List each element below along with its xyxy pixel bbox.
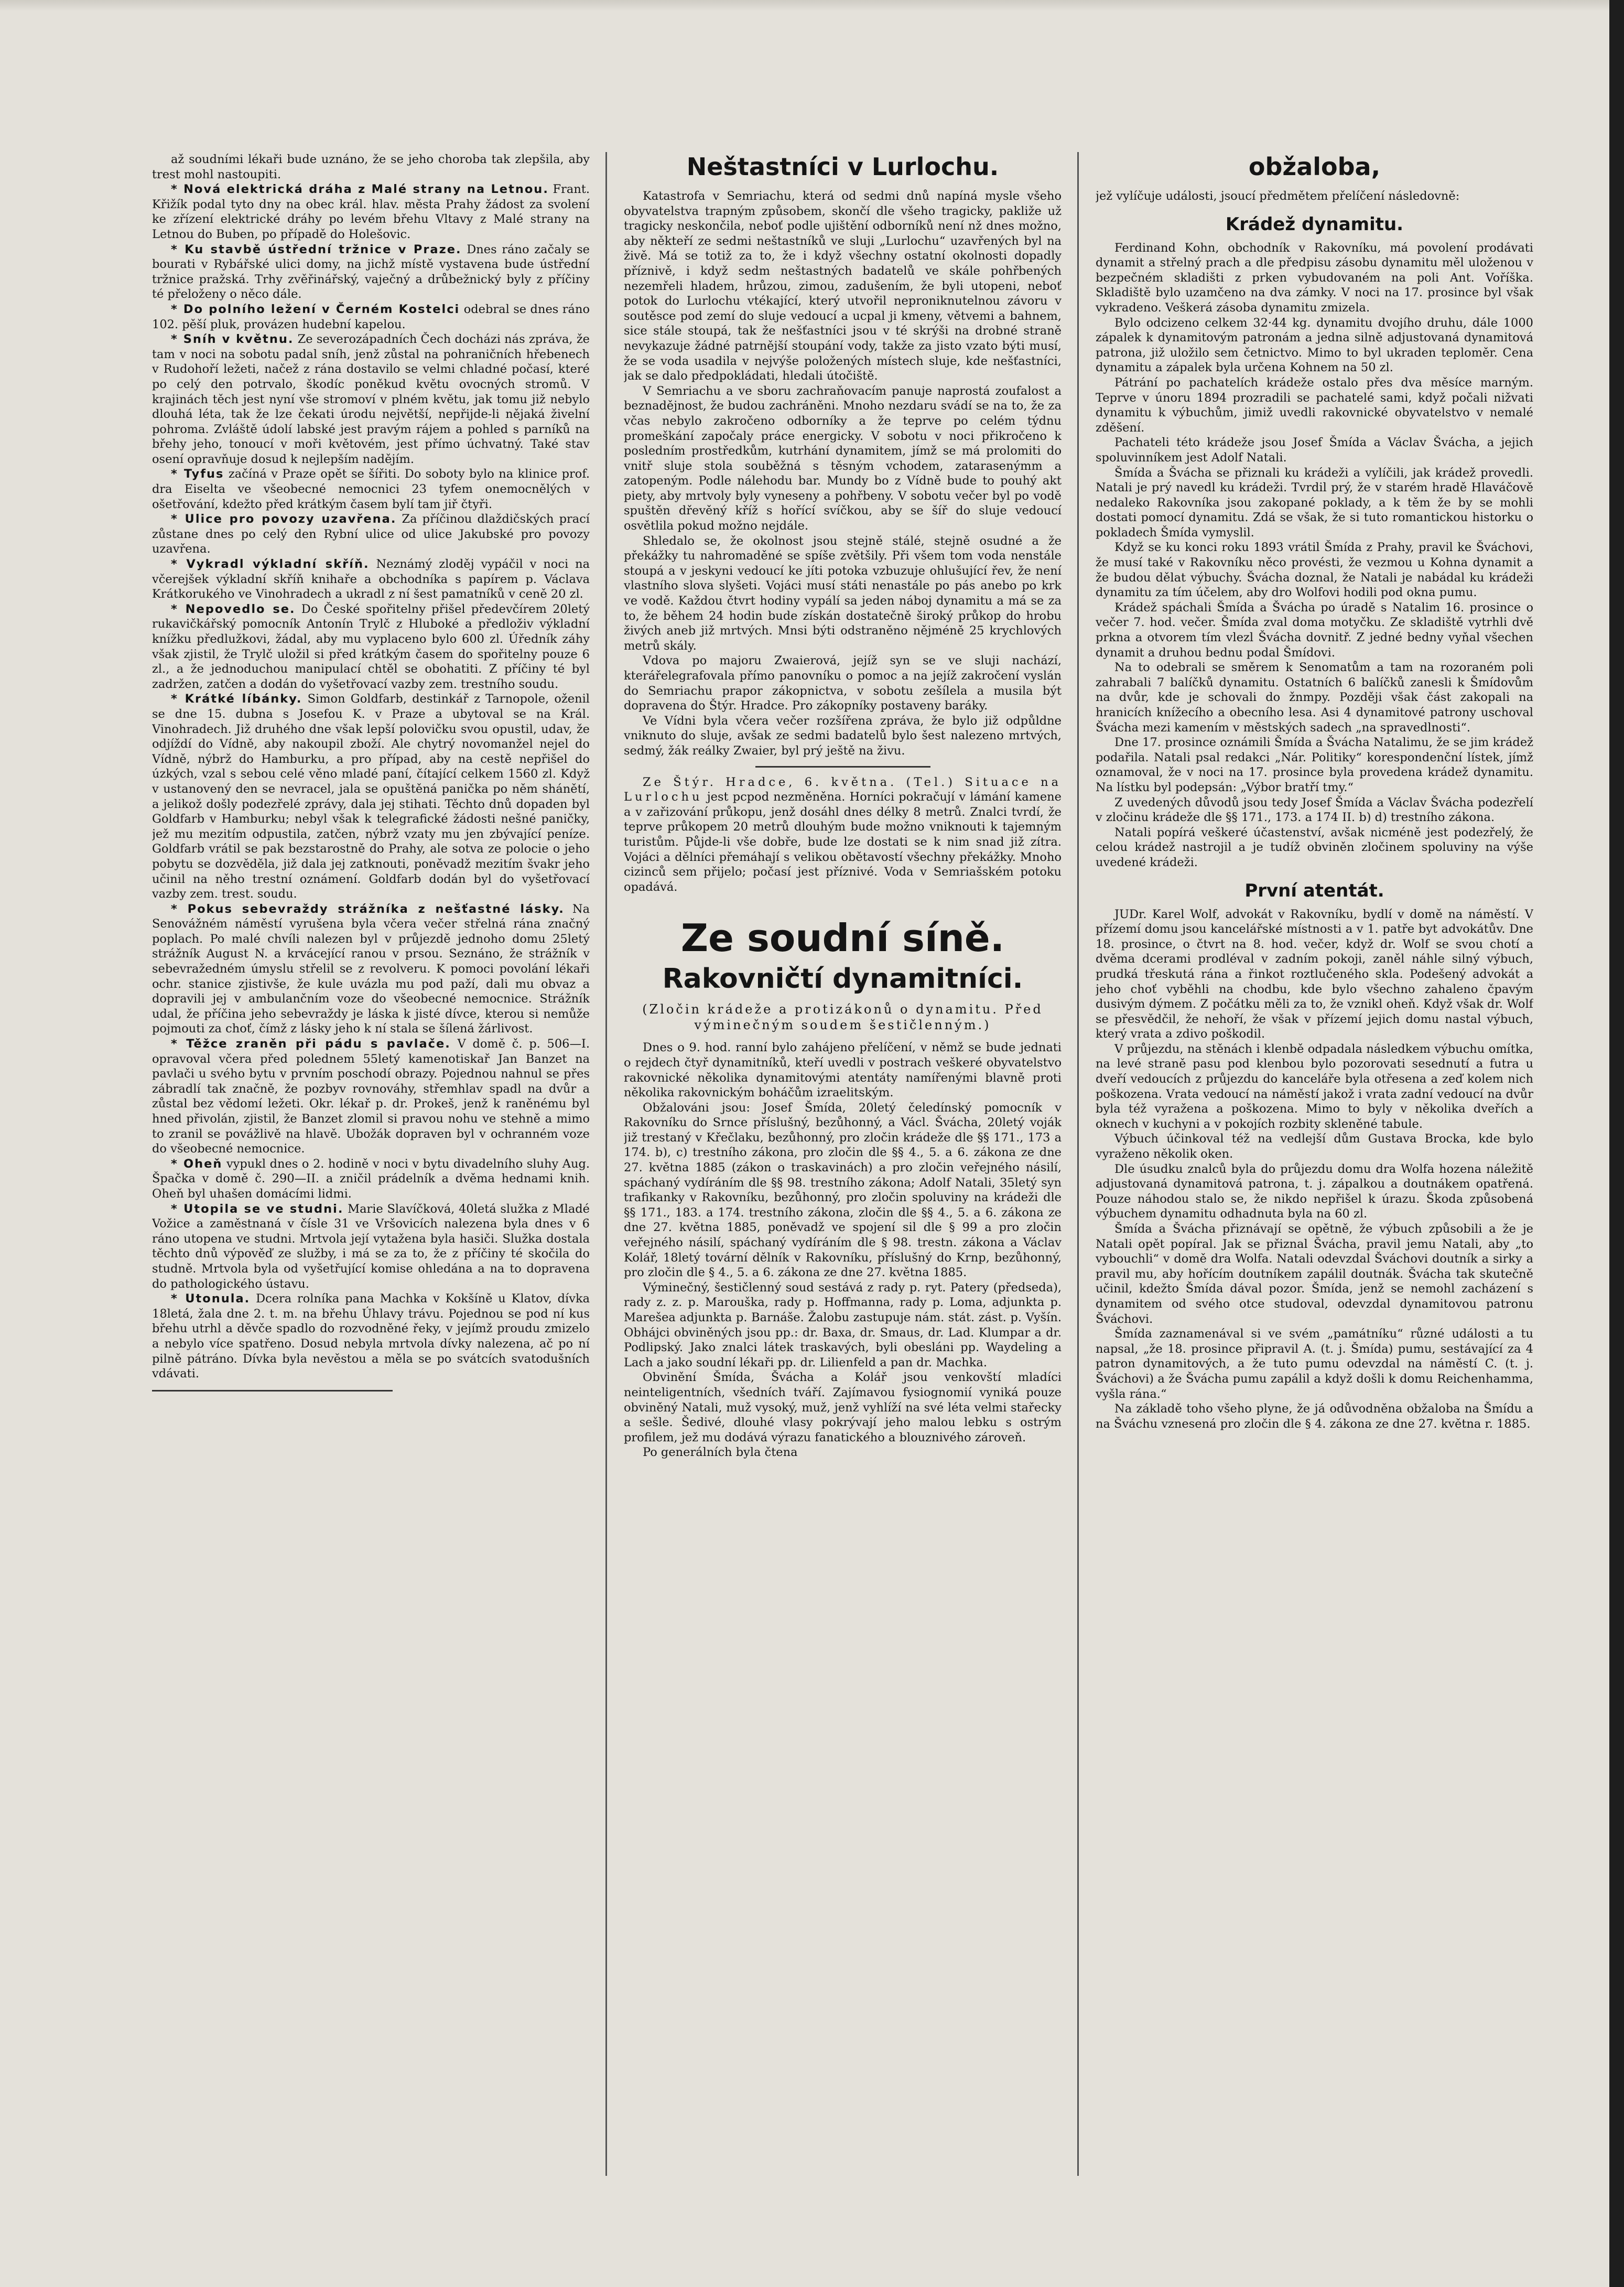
news-item (152, 602, 590, 692)
item-text: Marie Slavíčková, 40letá služka z Mladé Vožice a zaměstnaná v čísle 31 ve Vršovicích nalezena byla dnes v 6 ráno utopena ve studni. Mrtvola její vytažena byla hasiči. Služka dostala těchto dnů výpověď ze služby, i má se za to, že z příčiny té skočila do studně. Mrtvola byla od vyšetřující komise ohledána a na to dopravena do pathologického ústavu. (152, 1202, 590, 1291)
item-text: Ze severozápadních Čech docházi nás zpráva, že tam v noci na sobotu padal sníh, jenž zůstal na pohraničních hřebenech v Rudohoří ležeti, načež z rána dostavilo se velmi chladné počasí, které po celý den potrvalo, škodíc poněkud květu ovocných stromů. V krajinách těch jest nyní vše stromoví v plném květu, jak tomu již nebylo dlouhá léta, tak že lze čekati úrodu největší, nepřijde-li nějaká živelní pohroma. Zvláště údolí labské jest pravým rájem a pohled s parníků na břehy jeho, tonoucí v moři květovém, jest přímo úchvatný. Také stav osení opravňuje dosud k nejlepším nadějím. (152, 332, 590, 466)
news-item (152, 467, 590, 512)
court-section-title: Ze soudní síně. (680, 916, 1005, 961)
news-item (152, 557, 590, 602)
item-headline: * Nová elektrická dráha z Malé strany na Letnou. (171, 182, 549, 197)
news-item (152, 152, 590, 182)
lurloch-paragraph: Shledalo se, že okolnost jsou stejně stálé, stejně osudné a že překážky tu nahromaděné se spíše zvětšily. Při všem tom voda nenstále stoupá a v jeskyni vedoucí ke jíti potoka vzbuzuje ohlušující řev, že není vlastního slova slyšeti. Vojáci musí státi nenastále po pás anebo po krk ve vodě. Každou čtvrt hodiny vypálí sa jeden náboj dynamitu a má se za to, že během 24 hodin bude získán dostatečně široký průkop do hrobu živých aneb již mrtvých. Mnsi býti odstraněno nějméně 25 krychlových metrů skály. (624, 534, 1062, 653)
court-paragraph: Obvinění Šmída, Švácha a Kolář jsou venkovští mladíci neinteligentních, všedních tváří. Zajímavou fysiognomií vyniká pouze obviněný Natali, muž vysoký, muž, jenž vyhlíží na své léta velmi stařecky a sešle. Šedivé, dlouhé vlasy pokrývají jeho malou lebku s ostrým profilem, jež mu dodává výrazu fanatického a blouznivého zároveň. (624, 1371, 1062, 1444)
attack-paragraph: Šmída zaznamenával si ve svém „památníku“ různé události a tu napsal, „že 18. prosince připravil A. (t. j. Šmída) pumu, sestávající za 4 patron dynamitových, a že tuto pumu odevzdal na náměstí C. (t. j. Šváchovi) a že Švácha pumu zapálil a když došli k domu Reichenhamma, vyšla rána.“ (1096, 1327, 1533, 1401)
theft-paragraph: Krádež spáchali Šmída a Švácha po úradě s Natalim 16. prosince o večer 7. hod. večer. Šmída zval doma motyčku. Ze skladiště vytrhli dvě prkna a otvorem tím vlezl Švácha dovnitř. Z jedné bedny vyňal všechen dynamit a druhou bednu podal Šmídovi. (1096, 600, 1533, 660)
court-paragraph: Výminečný, šestičlenný soud sestává z rady p. ryt. Patery (předseda), rady z. z. p. Marouška, rady p. Hoffmanna, rady p. Loma, adjunkta p. Marešea adjunkta p. Barnáše. Žalobu zastupuje nám. stát. zást. p. Vyšín. Obhájci obviněných jsou pp.: dr. Baxa, dr. Smaus, dr. Lad. Klumpar a dr. Podlipský. Jako znalci látek traskavých, byli obesláni pp. Waydeling a Lach a jako soudní lékaři pp. dr. Lilienfeld a pan dr. Machka. (624, 1280, 1062, 1369)
item-headline: * Sníh v květnu. (171, 332, 294, 347)
court-paragraph: Obžalováni jsou: Josef Šmída, 20letý čeledínský pomocník v Rakovníku do Srnce příslušný, bezůhonný, a Václ. Švácha, 20letý voják již trestaný v Křečlaku, bezůhonný, pro zločin krádeže dle §§ 171., 173 a 174. b), c) trestního zákona, pro zločin dle §§ 4., 5. a 6. zákona ze dne 27. května 1885 (zákon o traskavinách) a pro zločin veřejného násilí, spáchaný vydíráním dle §§ 98. trestního zákona; Adolf Natali, 35letý syn trafikanky v Rakovníku, bezůhonný, pro zločin spoluviny na krádeži dle §§ 171., 183. a 174. trestního zákona, zločin dle §§ 4., 5. a 6. zákona ze dne 27. května 1885, poněvadž ve spojení sil dle § 99 a pro zločin veřejného násilí, spáchaný vydíráním dle § 98. trestn. zákona a Václav Kolář, 18letý tovární dělník v Rakovníku, příslušný do Krnp, bezůhonný, pro zločin dle § 4., 5. a 6. zákona ze dne 27. května 1885. (624, 1101, 1062, 1280)
theft-paragraph: Pachateli této krádeže jsou Josef Šmída a Václav Švácha, a jejich spoluvinníkem jest Adolf Natali. (1096, 436, 1533, 465)
item-headline: * Do polního ležení v Černém Kostelci (171, 302, 460, 316)
news-item (152, 692, 590, 901)
lurloch-paragraph: V Semriachu a ve sboru zachraňovacím panuje naprostá zoufalost a beznadějnost, že budou zachráněni. Mnoho nezdaru svádí se na to, že za včas nebylo zakročeno odborníky a že teprve po celém týdnu promeškání započaly práce energicky. V sobotu v noci přikročeno k posledním prostředkům, kutrhání dynamitem, jímž se má prolomiti do vnitř sluje stola souběžná s těsným vchodem, zatarasenýmm a zatopeným. Podle nálehodu bar. Mundy bo z Vídně bude to pouhý akt piety, aby mrtvoly byly vyneseny a pohřbeny. V sobotu večer byl po vodě spuštěn dřevěný kříž s hořící svíčkou, aby se šíř do sluje vedoucí osvětlila pokud možno nejdále. (624, 384, 1062, 533)
attack-paragraph: V průjezdu, na stěnách i klenbě odpadala následkem výbuchu omítka, na levé straně pasu pod klenbou bylo pozorovati sesednutí a futra u dveří vedoucích z průjezdu do kanceláře byla otřesena a zeď kolem nich poškozena. Vrata vedoucí na náměstí jakož i vrata zadní vedoucí na dvůr byla též vyražena a poškozena. Mimo to byly v několika dveřích a oknech v kuchyni a v pokojích rozbity skleněné tabule. (1096, 1042, 1533, 1131)
column-indictment (1096, 152, 1533, 2197)
column-rule-right (1077, 152, 1079, 2176)
item-headline: * Tyfus (171, 467, 224, 481)
item-headline: * Ku stavbě ústřední tržnice v Praze. (171, 242, 462, 256)
item-headline: * Ulice pro povozy uzavřena. (171, 512, 397, 526)
attack-paragraph: Na základě toho všeho plyne, že já odůvodněna obžaloba na Šmídu a na Šváchu vznesená pro zločin dle § 4. zákona ze dne 27. května r. 1885. (1096, 1402, 1533, 1431)
attack-paragraph: Šmída a Švácha přiznávají se opětně, že výbuch způsobili a že je Natali opět popíral. Jak se přiznal Švácha, pravil jemu Natali, aby „to vybouchli“ v domě dra Wolfa. Natali odevzdal Šváchovi doutník a sirky a pravil mu, aby hořícím doutníkem zapálil doutnák. Švácha tak skutečně učinil, kdežto Šmída dával pozor. Šmída, jenž se nemohl zacházení s dynamitem od svého otce studoval, odevzdal dynamitovou patronu Šváchovi. (1096, 1222, 1533, 1326)
theft-paragraph: Šmída a Švácha se přiznali ku krádeži a vylíčili, jak krádež provedli. Natali je prý navedl ku krádeži. Tvrdil prý, že v starém hradě Hlaváčově nedaleko Rakovníka jsou zakopané poklady, a k těm že by se mohli dostati pomocí dynamitu. Zdá se však, že si tuto romantickou historku o pokladech Šmída vymyslil. (1096, 466, 1533, 540)
news-item (152, 1291, 590, 1382)
telegram-dateline: Ze Štýr. Hradce, 6. května. (Tel.) Situace na Lurlochu (624, 775, 1062, 804)
item-text: Simon Goldfarb, destinkář z Tarnopole, oženil se dne 15. dubna s Josefou K. v Praze a ubytoval se na Král. Vinohradech. Již druhého dne však lepší polovičku svou opustil, udav, že odjíždí do Vídně, aby nakoupil zboží. Ale chytrý novomanžel nejel do Vídně, nýbrž do Hamburku, a pro případ, aby na cestě nepřišel do úzkých, vzal s sebou celé věno mladé paní, čítající celkem 1560 zl. Když v ustanovený den se nevracel, jala se opuštěná panička po něm shánětí, a jelikož došly podezřelé zprávy, dala jej stihati. Těchto dnů dopaden byl Goldfarb v Hamburku; nebyl však k telegrafické žádosti nešné paničky, jež mu mezitím odpustila, zatčen, nýbrž vzaty mu jen zbývající peníze. Goldfarb vrátil se pak bezstarostně do Prahy, ale sotva ze polocie o jeho pobytu se dozvěděla, již dala jej zatknouti, poněvadž mezitím švakr jeho učinil na něho trestní oznámení. Goldfarb dodán byl do vyšetřovací vazby zem. trest. soudu. (152, 692, 590, 901)
item-headline: * Pokus sebevraždy strážníka z nešťastné lásky. (171, 902, 565, 916)
item-headline: * Oheň (171, 1157, 223, 1171)
item-headline: * Krátké líbánky. (171, 692, 302, 706)
lurloch-headline: Neštastníci v Lurlochu. (686, 153, 999, 181)
theft-paragraph: Z uvedených důvodů jsou tedy Josef Šmída a Václav Švácha podezřelí v zločinu krádeže dle §§ 171., 173. a 174 II. b) d) trestního zákona. (1096, 795, 1533, 825)
item-headline: * Nepovedlo se. (171, 602, 296, 616)
lurloch-telegram (624, 775, 1062, 895)
news-item (152, 182, 590, 242)
item-text: V domě č. p. 506—I. opravoval včera před polednem 55letý kamenotiskař Jan Banzet na pavlači u svého bytu v prvním poschodí obrazy. Pojednou nahnul se přes zábradlí tak značně, že pozbyv rovnováhy, střemhlav spadl na dvůr a zůstal bez vědomí ležeti. Okr. lékař p. dr. Prokeš, jenž k raněnému byl hned přivolán, zjistil, že Banzet zlomil si pravou nohu ve stehně a mimo to zranil se povážlivě na hlavě. Ubožák dopraven byl v ochranném voze do všeobecné nemocnice. (152, 1037, 590, 1156)
court-charge: (Zločin krádeže a protizákonů o dynamitu. Před výminečným soudem šestičlenným.) (642, 1002, 1043, 1033)
theft-section (1096, 241, 1533, 870)
court-paragraph: Po generálních byla čtena (643, 1445, 798, 1460)
news-item (152, 302, 590, 332)
attack-paragraph: JUDr. Karel Wolf, advokát v Rakovníku, bydlí v domě na náměstí. V přízemí domu jsou kancelářské místnosti a v 1. patře byt advokátův. Dne 18. prosince, o čtvrt na 8. hod. večer, když dr. Wolf se svou chotí a dvěma dcerami prodléval v zadním pokoji, zaněl náhle silný výbuch, prudká třeskutá rána a řinkot roztlučeného skla. Podešený advokát a jeho choť vyběhli na chodbu, kde bylo všechno zahaleno čpavým dusivým dýmem. Z počátku měli za to, že vznikl oheň. Když však dr. Wolf se přesvědčil, že nehoří, že však v přízemí jejich domu nastal výbuch, který vrata a zdivo poškodil. (1096, 907, 1533, 1041)
item-headline: * Utopila se ve studni. (171, 1202, 344, 1216)
section-divider (755, 766, 930, 768)
theft-paragraph: Pátrání po pachatelích krádeže ostalo přes dva měsíce marným. Teprve v únoru 1894 prozradili se pachatelé sami, když počali nižvati dynamitu k výbuchům, jimiž uvedli rakovnické obyvatelstvo v nemalé zděšení. (1096, 375, 1533, 435)
court-article-title: Rakovničtí dynamitníci. (662, 963, 1023, 995)
first-attack-section (1096, 907, 1533, 1432)
item-text: Na Senovážném náměstí vyrušena byla včera večer střelná rána značný poplach. Po malé chvíli nalezen byl v průjezdě jednoho domu 25letý strážník August N. a krvácející ranou v prsou. Seznáno, že strážník v sebevražedném úmyslu střelil se z revolveru. K pomoci povolání lékaři ochr. stanice zjistivše, že kule uvázla mu pod paží, dali mu obvaz a dopravili jej v ambulančním voze do všeobecné nemocnice. Strážník udal, že příčina jeho sebevraždy je láska k jisté dívce, kterou si nemůže pojmouti za choť, čímž z lásky jeho k ní stala se šílená žárlivost. (152, 902, 590, 1036)
theft-paragraph: Ferdinand Kohn, obchodník v Rakovníku, má povolení prodávati dynamit a střelný prach a dle předpisu zásobu dynamitu měl uloženou v bezpečném skladišti z prken vybudovaném na poli Ant. Voříška. Skladiště bylo uzamčeno na dva zámky. V noci na 17. prosince byl však vykradeno. Veškerá zásoba dynamitu zmizela. (1096, 241, 1533, 315)
court-article (624, 1040, 1062, 1460)
court-paragraph: Dnes o 9. hod. ranní bylo zahájeno přelíčení, v němž se bude jednati o rejdech čtyř dynamitníků, kteří uvedli v postrach veškeré obyvatelstvo rakovnické několika dynamitovými atentáty namířenými blavně proti několika rakovnickým boháčům izraelitským. (624, 1041, 1062, 1100)
item-headline: * Utonula. (171, 1292, 251, 1306)
item-text: Neznámý zloděj vypáčil v noci na včerejšek výkladní skříň knihaře a obchodníka s papírem p. Václava Krátkorukého ve Vinohradech a ukradl z ní šest pamatníků v ceně 20 zl. (152, 557, 590, 601)
theft-subheading: Krádež dynamitu. (1225, 213, 1404, 235)
indictment-intro: jež vylíčuje události, jsoucí předmětem přelíčení následovně: (1096, 189, 1460, 203)
attack-paragraph: Výbuch účinkoval též na vedlejší dům Gustava Brocka, kde bylo vyraženo několik oken. (1096, 1132, 1533, 1161)
column-rule-left (605, 152, 607, 2176)
column-local-news (152, 152, 590, 2197)
item-text: začíná v Praze opět se šířiti. Do soboty bylo na klinice prof. dra Eiselta ve všeobecné nemocnici 23 tyfem onemocnělých v ošetřování, kdežto před krátkým časem bylí tam jiř čtyři. (152, 467, 590, 511)
theft-paragraph: Když se ku konci roku 1893 vrátil Šmída z Prahy, pravil ke Šváchovi, že musí také v Rakovníku něco provésti, že vezmou u Kohna dynamit a že budou dělat výbuchy. Švácha doznal, že Natali je nabádal ku krádeži dynamitu za tím účelem, aby dro Wolfovi hodili pod okna pumu. (1096, 541, 1533, 600)
news-item (152, 1157, 590, 1202)
news-item (152, 1037, 590, 1157)
item-text: Do České spořitelny přišel předevčírem 20letý rukavičkářský pomocník Antonín Trylč z Hluboké a předloživ výkladní knížku předlužkovi, žádal, aby mu vyplaceno bylo 600 zl. Úředník záhy však zjistil, že Trylč uložil si před krátkým časem do spořitelny pouze 6 zl., a že jednoduchou manipulací chtěl se obohatiti. Z příčiny té byl zadržen, zatčen a dodán do vyšetřovací vazby zem. trestního soudu. (152, 602, 590, 691)
news-item (152, 242, 590, 302)
item-text: odebral se dnes ráno 102. pěší pluk, provázen hudební kapelou. (152, 302, 590, 331)
first-attack-subheading: První atentát. (1244, 880, 1384, 901)
lurloch-paragraph: Katastrofa v Semriachu, která od sedmi dnů napíná mysle všeho obyvatelstva trapným způsobem, skončí dle všeho tragicky, pakliže už tragicky neskončila, neboť podle ujištění odborníků není nž dnes možno, aby někteří ze sedmi neštastníků ve sluji „Lurlochu“ uzavřených byl na živě. Má se totiž za to, že i když všechny ostatní okolnosti dopadly příznivě, i když sedm neštastných badatelů ve skále pohřbených nezemřeli hladem, hrůzou, zimou, zadušením, že byli utopeni, neboť potok do Lurlochu vtékající, který utvořil neproniknutelnou závoru v soutěsce pod zemí do sluje vedoucí a ucpal ji kmeny, větvemi a bahnem, sice stále stoupá, tak že nešťastníci jsou v té skrýši na drobné straně nevykazuje žádné patrnější stoupání vody, takže za jisto vzato býti musí, že se voda usadila v nejvýše položených místech sluje, kde nešťastníci, jak se dalo předpokládati, hledali útočiště. (624, 189, 1062, 383)
theft-paragraph: Dne 17. prosince oznámili Šmída a Švácha Natalimu, že se jim krádež podařila. Natali psal redakci „Nár. Politiky“ korespondenční lístek, jímž oznamoval, že v noci na 17. prosince byla provedena krádež dynamitu. Na lístku byl podepsán: „Výbor bratří tmy.“ (1096, 736, 1533, 794)
newspaper-page (152, 152, 1567, 2197)
item-headline: * Těžce zraněn při pádu s pavlače. (171, 1037, 451, 1051)
news-item (152, 1202, 590, 1292)
lurloch-article (624, 189, 1062, 759)
attack-paragraph: Dle úsudku znalců byla do průjezdu domu dra Wolfa hozena náležitě adjustovaná dynamitová patrona, t. j. zápalkou a doutnákem opatřená. Pouze náhodou stalo se, že nikdo nepřišel k úrazu. Škoda způsobená výbuchem dynamitu odhadnuta byla na 60 zl. (1096, 1162, 1533, 1221)
news-item (152, 332, 590, 467)
telegram-text: jest pcpod nezměněna. Horníci pokračují v lámání kamene a v zařizování průkopu, jenž dosáhl dnes délky 8 metrů. Znalci tvrdí, že teprve průkopem 20 metrů dlouhým bude možno vniknouti k tajemným turistům. Půjde-li vše dobře, bude lze dostati se k nim snad již zítra. Vojáci a dělníci přemáhají s velikou obětavostí všechny překážky. Mnoho cizinců sem přijelo; počasí jest příznivé. Voda v Semriašském potoku opadává. (624, 790, 1062, 894)
item-text: až soudními lékaři bude uznáno, že se jeho choroba tak zlepšila, aby trest mohl nastoupiti. (152, 153, 590, 181)
item-text: Dcera rolníka pana Machka v Kokšíně u Klatov, dívka 18letá, žala dne 2. t. m. na břehu Úhlavy trávu. Pojednou se pod ní kus břehu utrhl a děvče spadlo do rozvodněné řeky, v jejímž proudu zmizelo a nebylo více spatřeno. Dosud nebyla mrtvola dívky nalezena, ač po ní pilně pátráno. Dívka byla nevěstou a měla se po svátcích svatodušních vdávati. (152, 1292, 590, 1381)
indictment-headline: obžaloba, (1248, 153, 1381, 181)
scan-right-edge (1609, 0, 1624, 2287)
item-headline: * Vykradl výkladní skříň. (171, 557, 370, 571)
theft-paragraph: Natali popírá veškeré účastenství, avšak nicméně jest podezřelý, že celou krádež nastrojil a je tudíž obviněn zločinem spoluviny na výše uvedené krádeži. (1096, 825, 1533, 869)
scan-top-edge (0, 0, 1624, 12)
lurloch-paragraph: Ve Vídni byla včera večer rozšířena zpráva, že bylo již odpůldne vniknuto do sluje, avšak ze sedmi badatelů bylo šest nalezeno mrtvých, sedmý, žák reálky Zwaier, byl prý ještě na živu. (624, 714, 1062, 758)
item-text: Frant. Křižík podal tyto dny na obec král. hlav. města Prahy žádost za svolení ke zřízení elektrické dráhy po levém břehu Vltavy z Malé strany na Letnou do Buben, po případě do Holešovic. (152, 182, 590, 241)
column-end-rule (152, 1390, 393, 1391)
theft-paragraph: Bylo odcizeno celkem 32·44 kg. dynamitu dvojího druhu, dále 1000 zápalek k dynamitovým patronám a jedna silně adjustovaná dynamitová patrona, již uložilo sem četnictvo. Mimo to byl ukraden teploměr. Cena dynamitu a zápalek byla určena Kohnem na 50 zl. (1096, 316, 1533, 375)
lurloch-paragraph: Vdova po majoru Zwaierová, jejíž syn se ve sluji nachází, kterářelegrafovala přímo panovníku o pomoc a na jejíž zakročení vyslán do Semriachu prapor zákopnictva, v sobotu zešílela a musila být dopravena do Štýr. Hradce. Pro zákopníky postaveny baráky. (624, 654, 1062, 713)
item-text: vypukl dnes o 2. hodině v noci v bytu divadelního sluhy Aug. Špačka v domě č. 290—II. a zničil prádelník a dvěma hednami knih. Oheň byl uhašen domácími lidmi. (152, 1157, 590, 1201)
item-text: Za příčinou dlaždičských prací zůstane dnes po celý den Rybní ulice od ulice Jakubské pro povozy uzavřena. (152, 512, 590, 556)
news-item (152, 512, 590, 557)
column-lurloch-and-court (624, 152, 1062, 2197)
item-text: Dnes ráno začaly se bourati v Rybářské ulici domy, na jichž místě vystavena bude ústřední tržnice pražská. Trhy zvěřinářský, vaječný a drůbežnický byly z příčiny té přeloženy o něco dále. (152, 242, 590, 301)
theft-paragraph: Na to odebrali se směrem k Senomatům a tam na rozoraném poli zahrabali 7 balíčků dynamitu. Ostatních 6 balíčků zanesli k Šmídovům na dvůr, kde je schovali do žnmpy. Později však část zakopali na hranicích knížecího a obecního lesa. Asi 4 dynamitové patrony uschoval Švácha mezi kamením v městských sadech „na spravedlnosti“. (1096, 661, 1533, 735)
news-item (152, 902, 590, 1037)
